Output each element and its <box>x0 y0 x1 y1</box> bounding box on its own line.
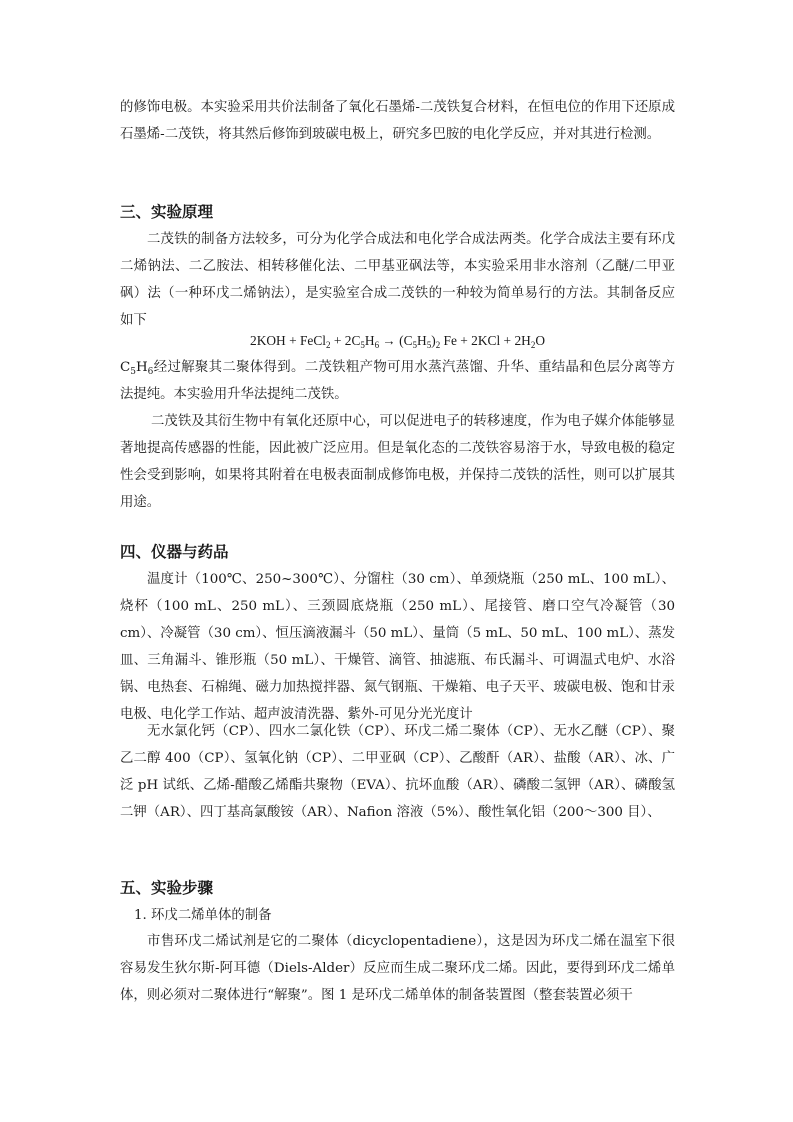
section-heading: 五、实验步骤 <box>120 879 214 897</box>
reaction-equation: 2KOH + FeCl$_2$ + $2C_5H_6 \to (C_5H_5)_2$ $Fe + 2KCl + 2H_2O$ <box>250 333 545 350</box>
instruments-paragraph: 温度计（100℃、250~300℃）、分馏柱（30 cm）、单颈烧瓶（250 mL、100 mL）、烧杯（100 mL、250 mL）、三颈圆底烧瓶（250 mL）、尾接管、磨口空气冷凝管（30 cm）、冷凝管（30 cm）、恒压滴液漏斗（50 mL）、量筒（5 mL、50 mL、100 mL）、蒸发皿、三角漏斗、锥形瓶（50 mL）、干燥管、滴管、抽滤瓶、布氏漏斗、可调温式电炉、水浴锅、电热套、石棉绳、磁力加热搅拌器、氮气钢瓶、干燥箱、电子天平、玻碳电极、饱和甘汞电极、电化学工作站、超声波清洗器、紫外-可见分光光度计 <box>120 572 675 722</box>
principle-paragraph-1: 二茂铁的制备方法较多，可分为化学合成法和电化学合成法两类。化学合成法主要有环戊二烯钠法、二乙胺法、相转移催化法、二甲基亚砜法等，本实验采用非水溶剂（乙醚/二甲亚砜）法（一种环戊二烯钠法），是实验室合成二茂铁的一种较为简单易行的方法。其制备反应如下 <box>120 232 675 328</box>
section-procedure <box>120 876 675 900</box>
intro-paragraph: 的修饰电极。本实验采用共价法制备了氧化石墨烯-二茂铁复合材料，在恒电位的作用下还原成石墨烯-二茂铁，将其然后修饰到玻碳电极上，研究多巴胺的电化学反应，并对其进行检测。 <box>120 100 675 142</box>
section-instruments <box>120 540 675 564</box>
reagents-paragraph: 无水氯化钙（CP）、四水二氯化铁（CP）、环戊二烯二聚体（CP）、无水乙醚（CP）、聚乙二醇 400（CP）、氢氧化钠（CP）、二甲亚砜（CP）、乙酸酐（AR）、盐酸（AR）、冰、广泛 pH 试纸、乙烯-醋酸乙烯酯共聚物（EVA）、抗坏血酸（AR）、磷酸二氢钾（AR）、磷酸氢二钾（AR）、四丁基高氯酸铵（AR）、Nafion 溶液（5%）、酸性氧化铝（200～300 目）、 <box>120 724 675 820</box>
principle-paragraph-3: 二茂铁及其衍生物中有氧化还原中心，可以促进电子的转移速度，作为电子媒介体能够显著地提高传感器的性能，因此被广泛应用。但是氧化态的二茂铁容易溶于水，导致电极的稳定性会受到影响，如果将其附着在电极表面制成修饰电极，并保持二茂铁的活性，则可以扩展其用途。 <box>120 414 675 510</box>
reagents-paragraph-block <box>120 718 675 826</box>
instruments-paragraph-block <box>120 566 675 728</box>
principle-paragraph-2: $C_5H_6$经过解聚其二聚体得到。二茂铁粗产物可用水蒸汽蒸馏、升华、重结晶和色层分离等方法提纯。本实验用升华法提纯二茂铁。 <box>120 360 675 402</box>
intro-section <box>120 94 675 148</box>
section-principle <box>120 200 675 224</box>
principle-paragraph-2-block <box>120 354 675 408</box>
step1-title-block <box>120 902 675 929</box>
section-heading: 四、仪器与药品 <box>120 543 229 561</box>
section-heading: 三、实验原理 <box>120 203 214 221</box>
step-title: 1. 环戊二烯单体的制备 <box>134 908 272 923</box>
principle-paragraph-1-block <box>120 226 675 334</box>
principle-paragraph-3-block <box>120 408 675 516</box>
step1-paragraph: 市售环戊二烯试剂是它的二聚体（dicyclopentadiene），这是因为环戊二烯在温室下很容易发生狄尔斯-阿耳德（Diels-Alder）反应而生成二聚环戊二烯。因此，要得到环戊二烯单体，则必须对二聚体进行“解聚”。图 1 是环戊二烯单体的制备装置图（整套装置必须干 <box>120 934 675 1003</box>
arrow-glyph: → <box>379 333 400 348</box>
step1-paragraph-block <box>120 928 675 1009</box>
